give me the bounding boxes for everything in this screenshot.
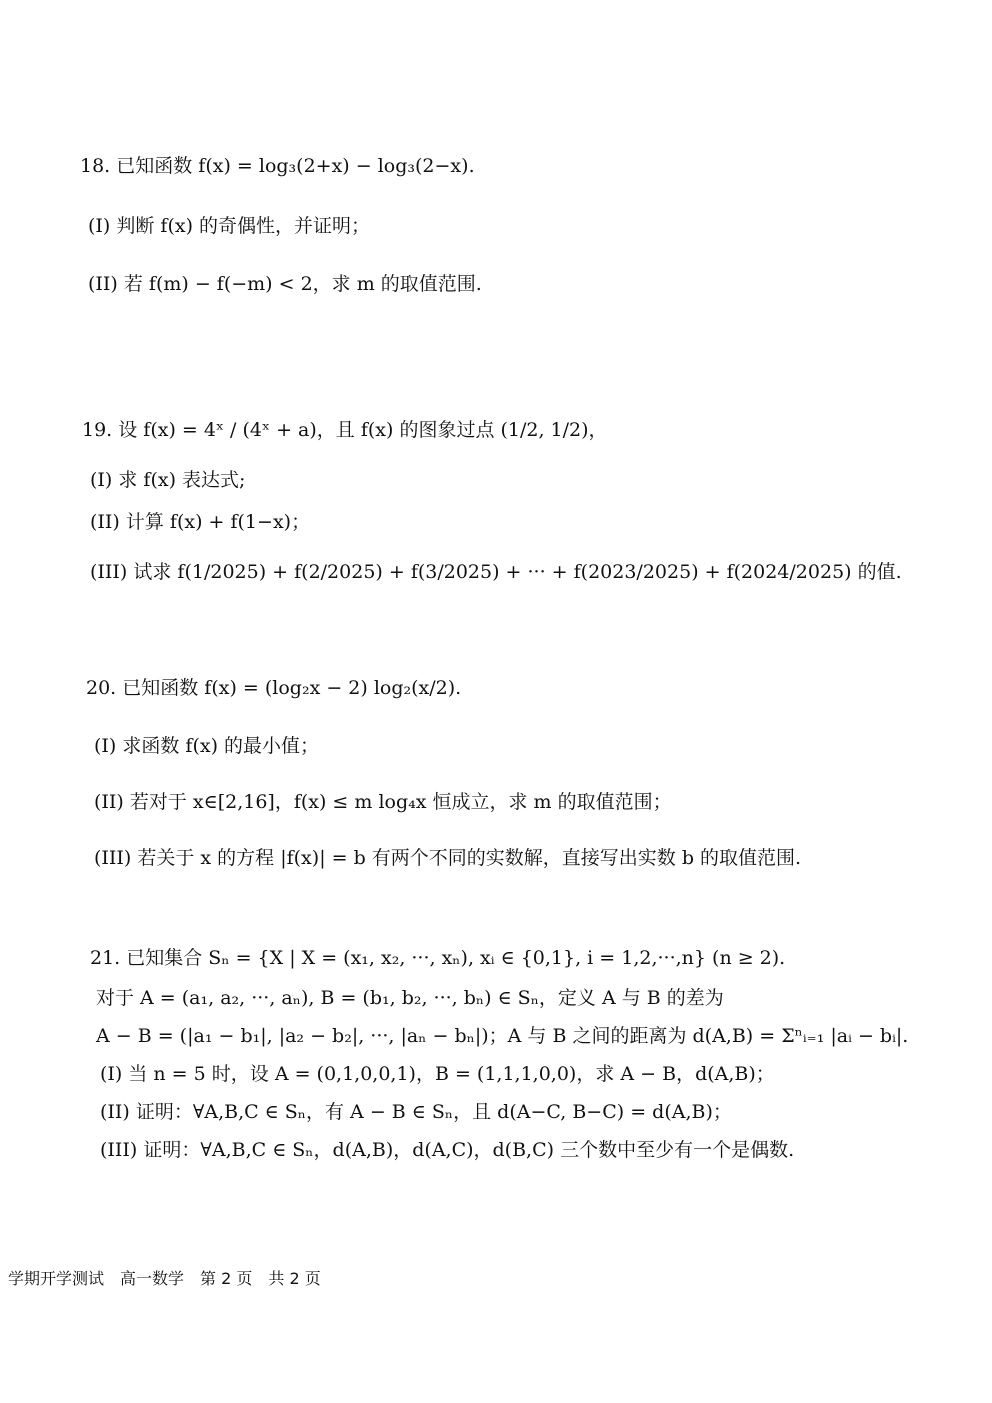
question-18-stem bbox=[80, 152, 475, 180]
question-21-stem bbox=[90, 944, 785, 972]
question-21-definition: 对于 A = (a₁, a₂, ···, aₙ), B = (b₁, b₂, ···, bₙ) ∈ Sₙ，定义 A 与 B 的差为 bbox=[96, 987, 724, 1009]
question-18-part-2: (II) 若 f(m) − f(−m) < 2，求 m 的取值范围. bbox=[88, 273, 482, 295]
question-18-part-1: (I) 判断 f(x) 的奇偶性，并证明； bbox=[88, 215, 371, 237]
question-21-distance: A − B = (|a₁ − b₁|, |a₂ − b₂|, ···, |aₙ − bₙ|)；A 与 B 之间的距离为 d(A,B) = Σⁿᵢ₌₁ |aᵢ − bᵢ|. bbox=[96, 1025, 909, 1047]
question-19-part-2: (II) 计算 f(x) + f(1−x)； bbox=[90, 511, 311, 533]
page-footer: 学期开学测试 高一数学 第 2 页 共 2 页 bbox=[8, 1269, 321, 1288]
question-text: 设 f(x) = 4ˣ / (4ˣ + a)，且 f(x) 的图象过点 (1/2, 1/2)， bbox=[118, 419, 608, 441]
question-text: 已知函数 f(x) = (log₂x − 2) log₂(x/2). bbox=[122, 677, 462, 699]
question-21-part-2: (II) 证明：∀A,B,C ∈ Sₙ，有 A − B ∈ Sₙ，且 d(A−C, B−C) = d(A,B)； bbox=[100, 1101, 732, 1123]
question-19-stem bbox=[82, 416, 608, 444]
question-20-part-1: (I) 求函数 f(x) 的最小值； bbox=[94, 735, 320, 757]
question-number: 20. bbox=[86, 677, 117, 699]
question-21-part-1: (I) 当 n = 5 时，设 A = (0,1,0,0,1)，B = (1,1,1,0,0)，求 A − B，d(A,B)； bbox=[100, 1063, 775, 1085]
question-number: 19. bbox=[82, 419, 113, 441]
question-21-part-3: (III) 证明：∀A,B,C ∈ Sₙ，d(A,B)，d(A,C)，d(B,C) 三个数中至少有一个是偶数. bbox=[100, 1139, 795, 1161]
question-20-part-3: (III) 若关于 x 的方程 |f(x)| = b 有两个不同的实数解，直接写出实数 b 的取值范围. bbox=[94, 847, 802, 869]
question-number: 18. bbox=[80, 155, 111, 177]
question-20-part-2: (II) 若对于 x∈[2,16]，f(x) ≤ m log₄x 恒成立，求 m 的取值范围； bbox=[94, 791, 672, 813]
question-19-part-1: (I) 求 f(x) 表达式; bbox=[90, 469, 246, 491]
question-text: 已知函数 f(x) = log₃(2+x) − log₃(2−x). bbox=[116, 155, 475, 177]
question-19-part-3: (III) 试求 f(1/2025) + f(2/2025) + f(3/2025) + ··· + f(2023/2025) + f(2024/2025) 的值. bbox=[90, 561, 902, 583]
question-text: 已知集合 Sₙ = {X | X = (x₁, x₂, ···, xₙ), xᵢ ∈ {0,1}, i = 1,2,···,n} (n ≥ 2). bbox=[126, 947, 786, 969]
question-number: 21. bbox=[90, 947, 121, 969]
question-20-stem bbox=[86, 674, 461, 702]
